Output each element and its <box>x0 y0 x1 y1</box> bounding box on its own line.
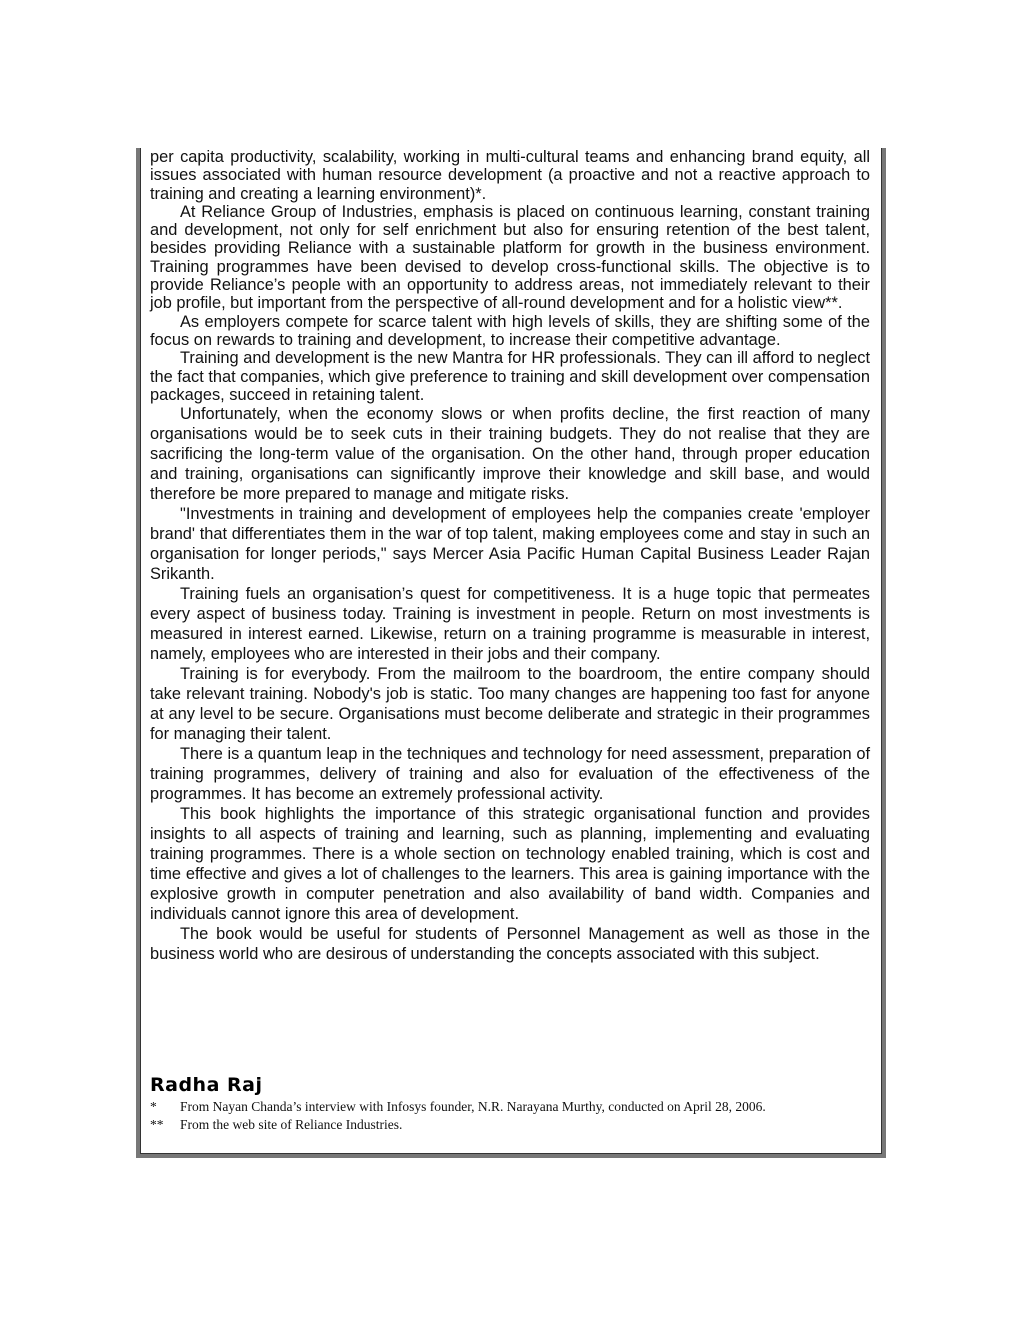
footnote <box>150 1116 830 1134</box>
paragraph: The book would be useful for students of Personnel Management as well as those in the business world who are desirous of understanding the concepts associated with this subject. <box>150 925 870 964</box>
paragraph: As employers compete for scarce talent with high levels of skills, they are shifting some of the focus on rewards to training and development, to increase their competitive advantage. <box>150 312 870 349</box>
body-text <box>150 148 870 964</box>
paragraph: At Reliance Group of Industries, emphasis is placed on continuous learning, constant training and development, not only for self enrichment but also for ensuring retention of the best talent, besides providing Reliance with a sustainable platform for growth in the business environment. Training programmes have been devised to develop cross-functional skills. The objective is to provide Reliance’s people with an opportunity to address areas, not immediately relevant to their job profile, but important from the perspective of all-round development and for a holistic view**. <box>150 202 870 313</box>
footnote-marker: * <box>150 1099 157 1114</box>
author-name: Radha Raj <box>150 1074 263 1096</box>
footnotes <box>150 1098 830 1134</box>
footnote-text: From Nayan Chanda’s interview with Infosys founder, N.R. Narayana Murthy, conducted on April 28, 2006. <box>180 1099 766 1114</box>
paragraph: This book highlights the importance of this strategic organisational function and provides insights to all aspects of training and learning, such as planning, implementing and evaluating training programmes. There is a whole section on technology enabled training, which is cost and time effective and gives a lot of challenges to the learners. This area is gaining importance with the explosive growth in computer penetration and also availability of band width. Companies and individuals cannot ignore this area of development. <box>150 805 870 924</box>
paragraph: per capita productivity, scalability, working in multi-cultural teams and enhancing brand equity, all issues associated with human resource development (a proactive and not a reactive approach to training and creating a learning environment)*. <box>150 148 870 203</box>
footnote <box>150 1098 830 1116</box>
paragraph: "Investments in training and development of employees help the companies create 'employer brand' that differentiates them in the war of top talent, making employees come and stay in such an organisation for longer periods," says Mercer Asia Pacific Human Capital Business Leader Rajan Srikanth. <box>150 505 870 584</box>
footnote-marker: ** <box>150 1117 164 1132</box>
paragraph: Unfortunately, when the economy slows or when profits decline, the first reaction of many organisations would be to seek cuts in their training budgets. They do not realise that they are sacrificing the long-term value of the organisation. On the other hand, through proper education and training, organisations can significantly improve their knowledge and skill base, and would therefore be more prepared to manage and mitigate risks. <box>150 405 870 504</box>
paragraph: There is a quantum leap in the techniques and technology for need assessment, preparation of training programmes, delivery of training and also for evaluation of the effectiveness of the programmes. It has become an extremely professional activity. <box>150 745 870 804</box>
paragraph: Training is for everybody. From the mailroom to the boardroom, the entire company should take relevant training. Nobody's job is static. Too many changes are happening too fast for anyone at any level to be secure. Organisations must become deliberate and strategic in their programmes for managing their talent. <box>150 665 870 744</box>
footnote-text: From the web site of Reliance Industries. <box>180 1117 403 1132</box>
paragraph: Training fuels an organisation’s quest for competitiveness. It is a huge topic that permeates every aspect of business today. Training is investment in people. Return on most investments is measured in interest earned. Likewise, return on a training programme is measurable in interest, namely, employees who are interested in their jobs and their company. <box>150 585 870 664</box>
paragraph: Training and development is the new Mantra for HR professionals. They can ill afford to neglect the fact that companies, which give preference to training and skill development over compensation packages, succeed in retaining talent. <box>150 349 870 404</box>
